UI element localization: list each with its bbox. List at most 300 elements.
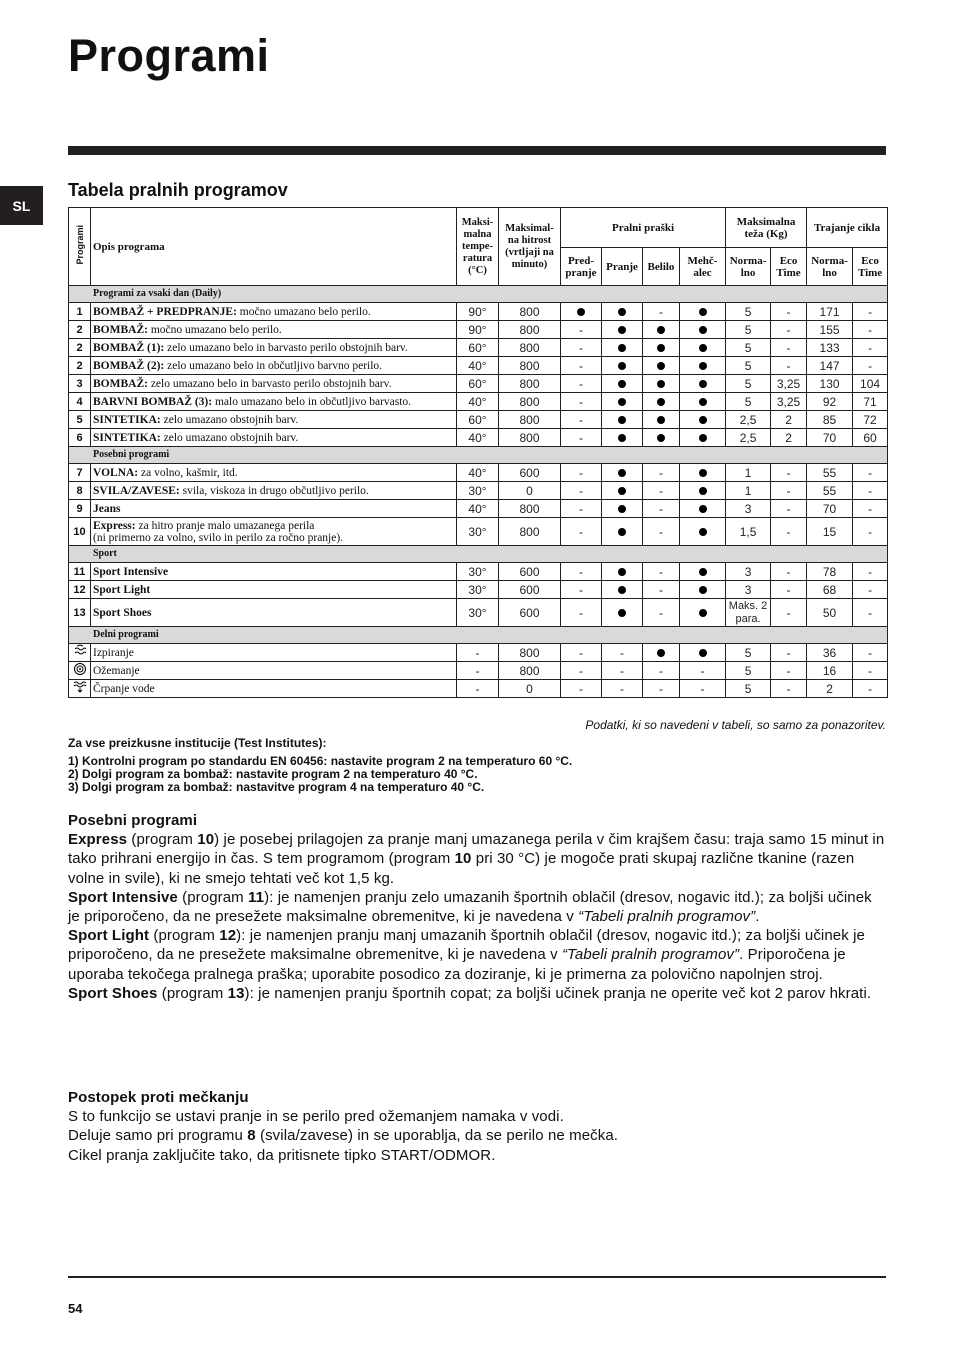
tests-line: 2) Dolgi program za bombaž: nastavite program 2 na temperaturo 40 °C. [68, 767, 478, 781]
speed-cell: 800 [499, 357, 561, 375]
section-row: Posebni programi [69, 447, 888, 464]
teza-eco-cell: - [771, 303, 807, 321]
belilo-cell: - [643, 581, 680, 599]
trajanje-normalno-cell: 147 [807, 357, 853, 375]
dot-icon [657, 398, 665, 406]
teza-normalno-cell: 2,5 [726, 429, 771, 447]
belilo-cell: - [643, 563, 680, 581]
dot-icon [699, 380, 707, 388]
footer-rule [68, 1276, 886, 1278]
speed-cell: 0 [499, 482, 561, 500]
program-number: 5 [69, 411, 91, 429]
program-number: 12 [69, 581, 91, 599]
dot-icon [618, 416, 626, 424]
trajanje-normalno-cell: 55 [807, 464, 853, 482]
temp-cell: - [457, 680, 499, 698]
trajanje-normalno-cell: 15 [807, 518, 853, 546]
program-row [69, 393, 888, 411]
dot-icon [699, 469, 707, 477]
program-number: 3 [69, 375, 91, 393]
pranje-cell: - [602, 662, 643, 680]
predpranje-cell: - [561, 500, 602, 518]
section-row: Sport [69, 546, 888, 563]
dot-icon [618, 487, 626, 495]
intensive-paragraph: Sport Intensive (program 11): je namenjen pranju zelo umazanih športnih oblačil (dresov, nogavic itd.); za boljši učinek je priporočeno, da ne presežete maksimalne obremenitve, ki je navedena v “Tabeli pralnih programov”. [68, 888, 872, 926]
pranje-cell [602, 357, 643, 375]
speed-cell: 800 [499, 339, 561, 357]
dot-icon [618, 380, 626, 388]
teza-eco-cell: - [771, 644, 807, 662]
trajanje-eco-cell: - [853, 581, 888, 599]
pranje-cell [602, 393, 643, 411]
program-number: 9 [69, 500, 91, 518]
dot-icon [657, 416, 665, 424]
program-description [91, 411, 457, 429]
mehcalec-cell [680, 581, 726, 599]
temp-cell: 30° [457, 599, 499, 627]
mecka-heading: Postopek proti mečkanju [68, 1089, 249, 1106]
speed-cell: 800 [499, 303, 561, 321]
program-name: SVILA/ZAVESE: [93, 484, 180, 497]
belilo-cell [643, 393, 680, 411]
dot-icon [577, 308, 585, 316]
page-number: 54 [68, 1301, 83, 1316]
program-number: 8 [69, 482, 91, 500]
program-text: svila, viskoza in drugo občutljivo perilo. [179, 484, 369, 497]
dot-icon [699, 398, 707, 406]
teza-eco-cell: 3,25 [771, 375, 807, 393]
predpranje-cell: - [561, 662, 602, 680]
dot-icon [699, 649, 707, 657]
trajanje-eco-cell: - [853, 482, 888, 500]
trajanje-eco-cell: - [853, 644, 888, 662]
mehcalec-cell [680, 393, 726, 411]
mehcalec-cell [680, 303, 726, 321]
teza-normalno-cell: Maks. 2 para. [726, 599, 771, 627]
pranje-cell [602, 375, 643, 393]
trajanje-eco-cell: - [853, 500, 888, 518]
mecka-line: Deluje samo pri programu 8 (svila/zavese) in se uporablja, da se perilo ne mečka. [68, 1127, 619, 1145]
belilo-cell: - [643, 518, 680, 546]
predpranje-cell: - [561, 321, 602, 339]
teza-normalno-cell: 5 [726, 375, 771, 393]
belilo-cell: - [643, 464, 680, 482]
program-description [91, 680, 457, 698]
program-description [91, 662, 457, 680]
trajanje-normalno-cell: 85 [807, 411, 853, 429]
program-name: BOMBAŽ: [93, 377, 148, 390]
trajanje-eco-cell: - [853, 321, 888, 339]
teza-eco-cell: - [771, 500, 807, 518]
program-description [91, 303, 457, 321]
predpranje-cell: - [561, 599, 602, 627]
dot-icon [618, 398, 626, 406]
program-name: SINTETIKA: [93, 413, 161, 426]
program-row [69, 518, 888, 546]
speed-cell: 800 [499, 662, 561, 680]
belilo-cell: - [643, 303, 680, 321]
teza-normalno-cell: 5 [726, 644, 771, 662]
express-paragraph: Express (program 10) je posebej prilagojen za pranje manj umazanega perila v čim krajšem času: traja samo 15 minut in tako prihrani energijo in čas. S tem programom (program 10 pri 30 °C) je mogoče prati skupaj različne tkanine (razen volne in svile), ki ne smejo tehtati več kot 1,5 kg. [68, 831, 885, 887]
teza-normalno-cell: 1,5 [726, 518, 771, 546]
pranje-cell [602, 482, 643, 500]
header-teza: Maksimalna teža (Kg) [726, 208, 807, 248]
table-caption: Tabela pralnih programov [68, 180, 288, 200]
speed-cell: 800 [499, 393, 561, 411]
teza-normalno-cell: 2,5 [726, 411, 771, 429]
header-pranje: Pranje [602, 248, 643, 286]
teza-eco-cell: - [771, 563, 807, 581]
program-text: močno umazano belo perilo. [147, 323, 282, 336]
teza-normalno-cell: 5 [726, 393, 771, 411]
header-predpranje: Pred-pranje [561, 248, 602, 286]
program-number: 6 [69, 429, 91, 447]
belilo-cell: - [643, 500, 680, 518]
header-trajanje: Trajanje cikla [807, 208, 888, 248]
program-description [91, 482, 457, 500]
trajanje-normalno-cell: 92 [807, 393, 853, 411]
posebni-heading: Posebni programi [68, 812, 198, 829]
trajanje-eco-cell: - [853, 464, 888, 482]
program-row [69, 662, 888, 680]
teza-eco-cell: - [771, 321, 807, 339]
pranje-cell [602, 581, 643, 599]
trajanje-eco-cell: 71 [853, 393, 888, 411]
belilo-cell: - [643, 662, 680, 680]
trajanje-eco-cell: 104 [853, 375, 888, 393]
program-description [91, 375, 457, 393]
predpranje-cell: - [561, 482, 602, 500]
header-mehcalec: Mehč-alec [680, 248, 726, 286]
temp-cell: 40° [457, 500, 499, 518]
predpranje-cell [561, 303, 602, 321]
predpranje-cell: - [561, 680, 602, 698]
program-number: 2 [69, 357, 91, 375]
pranje-cell [602, 563, 643, 581]
temp-cell: - [457, 662, 499, 680]
predpranje-cell: - [561, 411, 602, 429]
program-text: Ožemanje [93, 664, 140, 677]
program-name: VOLNA: [93, 466, 139, 479]
speed-cell: 800 [499, 321, 561, 339]
program-text: zelo umazano belo in občutljivo barvno perilo. [164, 359, 383, 372]
mecka-line: Cikel pranja zaključite tako, da pritisnete tipko START/ODMOR. [68, 1146, 496, 1164]
program-name: BOMBAŽ (2): [93, 359, 165, 372]
mecka-line: S to funkcijo se ustavi pranje in se perilo pred ožemanjem namaka v vodi. [68, 1108, 564, 1126]
mehcalec-cell [680, 375, 726, 393]
program-row [69, 339, 888, 357]
pranje-cell [602, 429, 643, 447]
program-row [69, 411, 888, 429]
teza-eco-cell: - [771, 482, 807, 500]
program-name: Sport Intensive [93, 565, 169, 578]
speed-cell: 800 [499, 411, 561, 429]
mehcalec-cell [680, 500, 726, 518]
dot-icon [699, 308, 707, 316]
teza-eco-cell: - [771, 581, 807, 599]
program-description [91, 393, 457, 411]
pranje-cell [602, 411, 643, 429]
tests-line: 1) Kontrolni program po standardu EN 60456: nastavite program 2 na temperaturo 60 °C. [68, 754, 573, 768]
speed-cell: 800 [499, 429, 561, 447]
program-text: zelo umazano obstojnih barv. [160, 431, 299, 444]
program-name: Sport Shoes [93, 606, 152, 619]
speed-cell: 800 [499, 644, 561, 662]
program-description [91, 644, 457, 662]
program-number: 10 [69, 518, 91, 546]
teza-normalno-cell: 5 [726, 339, 771, 357]
belilo-cell: - [643, 482, 680, 500]
mehcalec-cell [680, 411, 726, 429]
mehcalec-cell [680, 518, 726, 546]
teza-normalno-cell: 5 [726, 662, 771, 680]
dot-icon [657, 344, 665, 352]
temp-cell: 60° [457, 375, 499, 393]
trajanje-eco-cell: 60 [853, 429, 888, 447]
dot-icon [657, 649, 665, 657]
belilo-cell [643, 357, 680, 375]
pranje-cell [602, 518, 643, 546]
temp-cell: 30° [457, 581, 499, 599]
dot-icon [699, 434, 707, 442]
belilo-cell: - [643, 680, 680, 698]
dot-icon [618, 308, 626, 316]
teza-eco-cell: - [771, 339, 807, 357]
predpranje-cell: - [561, 644, 602, 662]
mehcalec-cell [680, 644, 726, 662]
program-row [69, 375, 888, 393]
program-text: Črpanje vode [93, 682, 155, 695]
header-temp: Maksi-malna tempe-ratura (°C) [457, 208, 499, 286]
teza-eco-cell: - [771, 680, 807, 698]
predpranje-cell: - [561, 339, 602, 357]
predpranje-cell: - [561, 393, 602, 411]
dot-icon [618, 609, 626, 617]
program-name: SINTETIKA: [93, 431, 161, 444]
trajanje-normalno-cell: 78 [807, 563, 853, 581]
dot-icon [699, 326, 707, 334]
belilo-cell [643, 429, 680, 447]
dot-icon [657, 434, 665, 442]
mehcalec-cell [680, 599, 726, 627]
program-row [69, 429, 888, 447]
mehcalec-cell [680, 321, 726, 339]
program-number: 7 [69, 464, 91, 482]
temp-cell: 90° [457, 303, 499, 321]
speed-cell: 800 [499, 518, 561, 546]
teza-normalno-cell: 1 [726, 482, 771, 500]
program-text: za volno, kašmir, itd. [138, 466, 238, 479]
dot-icon [699, 528, 707, 536]
header-belilo: Belilo [643, 248, 680, 286]
dot-icon [618, 568, 626, 576]
teza-normalno-cell: 5 [726, 680, 771, 698]
rinse-icon [69, 644, 91, 662]
predpranje-cell: - [561, 375, 602, 393]
program-description [91, 500, 457, 518]
program-number: 2 [69, 339, 91, 357]
table-note: Podatki, ki so navedeni v tabeli, so samo za ponazoritev. [585, 718, 886, 732]
trajanje-normalno-cell: 130 [807, 375, 853, 393]
tests-heading: Za vse preizkusne institucije (Test Institutes): [68, 736, 327, 750]
teza-normalno-cell: 3 [726, 500, 771, 518]
program-number: 2 [69, 321, 91, 339]
predpranje-cell: - [561, 518, 602, 546]
header-teza-normalno: Norma-lno [726, 248, 771, 286]
trajanje-eco-cell: - [853, 518, 888, 546]
speed-cell: 600 [499, 464, 561, 482]
teza-eco-cell: 3,25 [771, 393, 807, 411]
mecka-section [68, 1088, 886, 1165]
header-traj-normalno: Norma-lno [807, 248, 853, 286]
predpranje-cell: - [561, 464, 602, 482]
dot-icon [699, 505, 707, 513]
dot-icon [618, 469, 626, 477]
program-row [69, 644, 888, 662]
pranje-cell [602, 303, 643, 321]
speed-cell: 600 [499, 563, 561, 581]
trajanje-eco-cell: - [853, 339, 888, 357]
teza-normalno-cell: 5 [726, 321, 771, 339]
trajanje-eco-cell: - [853, 303, 888, 321]
program-name: BOMBAŽ + PREDPRANJE: [93, 305, 237, 318]
program-table [68, 207, 888, 698]
teza-eco-cell: - [771, 662, 807, 680]
header-traj-eco: Eco Time [853, 248, 888, 286]
pranje-cell: - [602, 680, 643, 698]
predpranje-cell: - [561, 429, 602, 447]
program-description [91, 518, 457, 546]
dot-icon [618, 434, 626, 442]
temp-cell: 40° [457, 464, 499, 482]
dot-icon [699, 416, 707, 424]
program-description [91, 339, 457, 357]
program-text: malo umazano belo in občutljivo barvasto. [212, 395, 412, 408]
trajanje-normalno-cell: 70 [807, 500, 853, 518]
trajanje-eco-cell: - [853, 563, 888, 581]
belilo-cell [643, 644, 680, 662]
teza-normalno-cell: 5 [726, 357, 771, 375]
trajanje-normalno-cell: 50 [807, 599, 853, 627]
light-paragraph: Sport Light (program 12): je namenjen pranju manj umazanih športnih oblačil (dresov, nogavic itd.); za boljši učinek je priporočeno, da ne presežete maksimalne obremenitve, ki je navedena v “Tabeli pralnih programov”. Priporočena je uporaba tekočega pralnega praška; uporabite posodico za doziranje, ki je primerna za polovično napolnjen stroj. [68, 927, 865, 983]
program-row [69, 581, 888, 599]
program-description [91, 321, 457, 339]
trajanje-normalno-cell: 2 [807, 680, 853, 698]
header-hitrost: Maksimal-na hitrost (vrtljaji na minuto) [499, 208, 561, 286]
dot-icon [699, 586, 707, 594]
speed-cell: 800 [499, 375, 561, 393]
temp-cell: 40° [457, 393, 499, 411]
trajanje-eco-cell: - [853, 599, 888, 627]
program-row [69, 321, 888, 339]
header-teza-eco: Eco Time [771, 248, 807, 286]
program-number: 4 [69, 393, 91, 411]
teza-normalno-cell: 3 [726, 563, 771, 581]
trajanje-normalno-cell: 55 [807, 482, 853, 500]
temp-cell: - [457, 644, 499, 662]
mehcalec-cell [680, 357, 726, 375]
mehcalec-cell [680, 482, 726, 500]
program-description [91, 464, 457, 482]
program-description [91, 599, 457, 627]
teza-eco-cell: 2 [771, 429, 807, 447]
dot-icon [618, 326, 626, 334]
trajanje-normalno-cell: 36 [807, 644, 853, 662]
temp-cell: 40° [457, 429, 499, 447]
teza-normalno-cell: 1 [726, 464, 771, 482]
speed-cell: 600 [499, 581, 561, 599]
dot-icon [657, 326, 665, 334]
test-institutes [68, 737, 572, 794]
program-number: 13 [69, 599, 91, 627]
trajanje-normalno-cell: 171 [807, 303, 853, 321]
program-row [69, 464, 888, 482]
program-name: BARVNI BOMBAŽ (3): [93, 395, 213, 408]
header-programi: Programi [69, 208, 91, 286]
speed-cell: 600 [499, 599, 561, 627]
predpranje-cell: - [561, 563, 602, 581]
program-text: (ni primerno za volno, svilo in perilo za ročno pranje). [93, 531, 344, 544]
trajanje-normalno-cell: 70 [807, 429, 853, 447]
program-text: zelo umazano obstojnih barv. [160, 413, 299, 426]
pranje-cell: - [602, 644, 643, 662]
dot-icon [618, 528, 626, 536]
speed-cell: 0 [499, 680, 561, 698]
header-rule [68, 146, 886, 155]
spin-icon [69, 662, 91, 680]
program-name: BOMBAŽ: [93, 323, 148, 336]
header-opis: Opis programa [91, 208, 457, 286]
pranje-cell [602, 599, 643, 627]
mehcalec-cell [680, 339, 726, 357]
program-name: Express: [93, 519, 136, 532]
shoes-paragraph: Sport Shoes (program 13): je namenjen pranju športnih copat; za boljši učinek pranja ne operite več kot 2 parov hkrati. [68, 984, 872, 1002]
drain-icon [69, 680, 91, 698]
dot-icon [699, 344, 707, 352]
program-description [91, 357, 457, 375]
program-text: Izpiranje [93, 646, 134, 659]
program-row [69, 357, 888, 375]
temp-cell: 60° [457, 339, 499, 357]
language-tab: SL [0, 186, 43, 225]
teza-eco-cell: - [771, 464, 807, 482]
temp-cell: 90° [457, 321, 499, 339]
belilo-cell [643, 339, 680, 357]
tests-line: 3) Dolgi program za bombaž: nastavitve program 4 na temperaturo 40 °C. [68, 780, 485, 794]
temp-cell: 30° [457, 518, 499, 546]
pranje-cell [602, 464, 643, 482]
teza-eco-cell: - [771, 599, 807, 627]
mehcalec-cell: - [680, 680, 726, 698]
page-title: Programi [68, 30, 270, 81]
teza-normalno-cell: 3 [726, 581, 771, 599]
header-praski: Pralni praški [561, 208, 726, 248]
section-row: Delni programi [69, 627, 888, 644]
program-row [69, 482, 888, 500]
program-number: 1 [69, 303, 91, 321]
program-row [69, 500, 888, 518]
belilo-cell [643, 411, 680, 429]
program-description [91, 581, 457, 599]
teza-eco-cell: - [771, 357, 807, 375]
pranje-cell [602, 339, 643, 357]
program-name: Jeans [93, 502, 121, 515]
program-row [69, 599, 888, 627]
program-text: zelo umazano belo in barvasto perilo obstojnih barv. [164, 341, 408, 354]
program-description [91, 563, 457, 581]
trajanje-eco-cell: - [853, 662, 888, 680]
program-text: zelo umazano belo in barvasto perilo obstojnih barv. [147, 377, 392, 390]
